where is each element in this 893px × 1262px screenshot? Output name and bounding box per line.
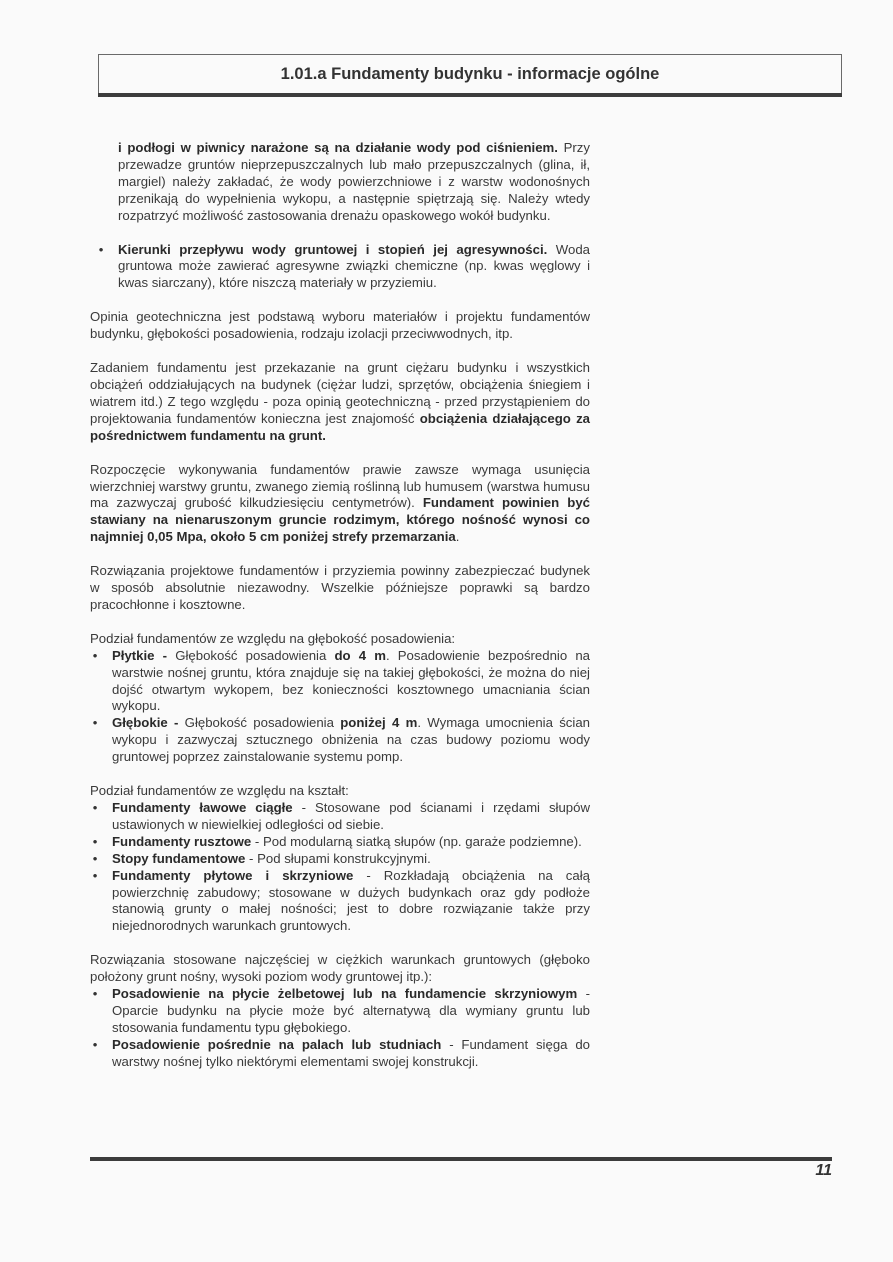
list-item-text: - Fundament sięga do warstwy nośnej tylko niektórymi elementami swojej konstrukcji. <box>112 1036 590 1069</box>
list-item-bold: Głębokie - <box>112 715 179 731</box>
list-item <box>96 242 590 293</box>
page-header <box>98 54 842 94</box>
list-item-text: . Posadowienie bezpośrednio na warstwie nośnej gruntu, która znajduje się na takiej głębokości, że można do niej dojść otwartym wykopem, bez konieczności kosztownego umacniania ścian wykopu. <box>112 647 591 714</box>
bullet-icon: • <box>92 800 98 815</box>
list-item-text: - Pod modularną siatką słupów (np. garaże podziemne). <box>251 833 582 849</box>
bullet-icon: • <box>98 241 104 257</box>
list-item-text: - Rozkładają obciążenia na całą powierzchnię zabudowy; stosowane w dużych budynkach oraz gdy podłoże stanowią grunty o małej nośności; jest to dobre rozwiązanie także przy niejednorodnych warunkach gruntowych. <box>112 867 590 934</box>
list-item-text: Woda gruntowa może zawierać agresywne związki chemiczne (np. kwas węglowy i kwas siarczany), które niszczą materiały w przyziemiu. <box>118 241 590 291</box>
hard-conditions-intro: Rozwiązania stosowane najczęściej w ciężkich warunkach gruntowych (głęboko położony grunt nośny, wysoki poziom wody gruntowej itp.): <box>90 952 590 985</box>
list-item-bold-value: do 4 m <box>334 647 386 663</box>
depth-intro: Podział fundamentów ze względu na głębokość posadowienia: <box>90 630 456 646</box>
paragraph-bold: Fundament powinien być stawiany na nienaruszonym gruncie rodzimym, którego nośność wynosi co najmniej 0,05 Mpa, około 5 cm poniżej strefy przemarzania <box>90 495 590 545</box>
list-item-bold: Fundamenty płytowe i skrzyniowe <box>112 867 354 883</box>
page-title: 1.01.a Fundamenty budynku - informacje ogólne <box>280 65 660 83</box>
page-number: 11 <box>815 1162 832 1179</box>
bullet-icon: • <box>92 850 98 866</box>
list-shape <box>90 800 590 935</box>
bullet-icon: • <box>92 833 98 849</box>
paragraph-water-pressure <box>118 140 590 225</box>
bullet-icon: • <box>92 867 98 883</box>
paragraph-text-end: . <box>455 529 460 545</box>
list-item <box>90 715 590 766</box>
list-item-text: . Wymaga umocnienia ścian wykopu i zazwyczaj sztucznego obniżenia na czas budowy poziomu wody gruntowej poprzez zainstalowanie systemu pomp. <box>112 715 590 765</box>
list-item-text: - Oparcie budynku na płycie może być alternatywą dla wymiany gruntu lub stosowania fundamentu typu głębokiego. <box>112 986 591 1035</box>
list-depth <box>90 648 590 766</box>
list-item-bold: Posadowienie na płycie żelbetowej lub na fundamencie skrzyniowym <box>112 986 578 1002</box>
paragraph-bold: i podłogi w piwnicy narażone są na działanie wody pod ciśnieniem. <box>118 140 558 155</box>
list-item-bold-value: poniżej 4 m <box>340 715 418 731</box>
list-item <box>90 986 590 1037</box>
paragraph-foundation-task <box>90 360 590 445</box>
list-item <box>90 1037 590 1071</box>
list-item-bold: Stopy fundamentowe <box>112 850 246 866</box>
list-item-bold: Kierunki przepływu wody gruntowej i stopień jej agresywności. <box>118 241 548 257</box>
shape-intro: Podział fundamentów ze względu na kształt: <box>90 783 349 799</box>
bullet-icon: • <box>92 986 98 1002</box>
list-item-bold: Fundamenty ławowe ciągłe <box>112 800 293 815</box>
paragraph-excavation <box>90 462 590 547</box>
list-item-text: - Pod słupami konstrukcyjnymi. <box>245 850 431 866</box>
list-hard-conditions <box>90 986 590 1071</box>
paragraph-text: Przy przewadze gruntów nieprzepuszczalnych lub mało przepuszczalnych (glina, ił, margiel) należy zakładać, że wody powierzchniowe i z warstw wodonośnych przenikają do wypełnienia wykopu, a następnie spiętrzają się. Należy wtedy rozpatrzyć możliwość zastosowania drenażu opaskowego wokół budynku. <box>118 140 590 223</box>
paragraph-text: Zadaniem fundamentu jest przekazanie na grunt ciężaru budynku i wszystkich obciążeń oddziałujących na budynek (ciężar ludzi, sprzętów, obciążenia śniegiem i wiatrem itd.) Z tego względu - poza opinią geotechniczną - przed przystąpieniem do projektowania fundamentów konieczna jest znajomość <box>90 360 590 426</box>
bullet-icon: • <box>92 1036 98 1052</box>
list-item-bold: Płytkie - <box>112 647 168 663</box>
list-item-text: - Stosowane pod ścianami i rzędami słupów ustawionych w niewielkiej odległości od siebie. <box>112 800 591 832</box>
list-item-text: Głębokość posadowienia <box>178 715 341 731</box>
list-item <box>90 648 590 716</box>
list-item-text: Głębokość posadowienia <box>167 647 335 663</box>
list-groundwater <box>96 242 590 293</box>
list-item <box>90 851 590 868</box>
paragraph-text: Rozpoczęcie wykonywania fundamentów prawie zawsze wymaga usunięcia wierzchniej warstwy gruntu, zwanego ziemią roślinną lub humusem (warstwa humusu ma zazwyczaj grubość kilkudziesięciu centymetrów). <box>90 461 590 511</box>
paragraph-design-solutions: Rozwiązania projektowe fundamentów i przyziemia powinny zabezpieczać budynek w sposób absolutnie niezawodny. Wszelkie późniejsze poprawki są bardzo pracochłonne i kosztowne. <box>90 563 590 612</box>
footer-rule <box>90 1157 832 1161</box>
page-content <box>90 140 590 1088</box>
list-item <box>90 800 590 834</box>
list-item-bold: Posadowienie pośrednie na palach lub studniach <box>112 1036 442 1052</box>
header-rule <box>98 93 842 97</box>
bullet-icon: • <box>92 715 98 731</box>
list-item-bold: Fundamenty rusztowe <box>112 833 252 849</box>
list-item <box>90 834 590 851</box>
bullet-icon: • <box>92 647 98 663</box>
paragraph-geotechnical-opinion: Opinia geotechniczna jest podstawą wyboru materiałów i projektu fundamentów budynku, głębokości posadowienia, rodzaju izolacji przeciwwodnych, itp. <box>90 309 590 342</box>
list-item <box>90 868 590 936</box>
paragraph-bold: obciążenia działającego za pośrednictwem fundamentu na grunt. <box>90 410 591 443</box>
